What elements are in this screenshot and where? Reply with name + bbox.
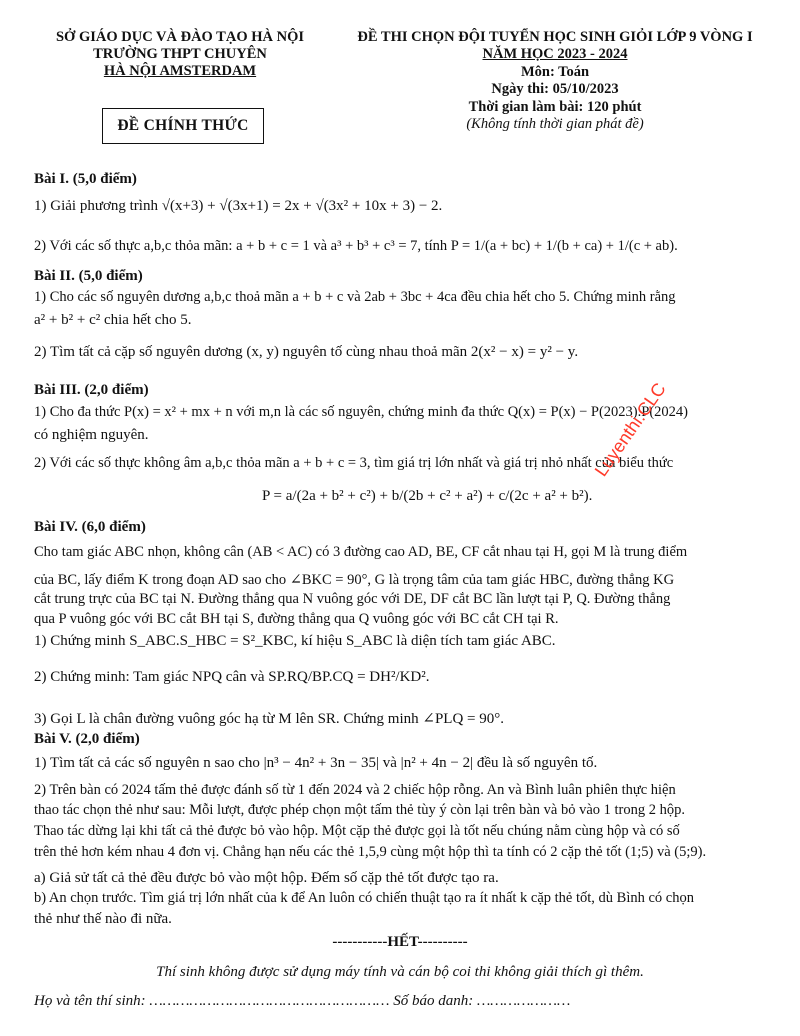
section-4-question-1: 1) Chứng minh S_ABC.S_HBC = S²_KBC, kí hiệu S_ABC là diện tích tam giác ABC. <box>34 633 556 649</box>
section-4-para-2: của BC, lấy điểm K trong đoạn AD sao cho ∠BKC = 90°, G là trọng tâm của tam giác HBC, đường thẳng KG <box>34 572 675 588</box>
section-5-question-1: 1) Tìm tất cả các số nguyên n sao cho |n³ − 4n² + 3n − 35| và |n² + 4n − 2| đều là số nguyên tố. <box>34 755 598 771</box>
section-3-question-2: 2) Với các số thực không âm a,b,c thỏa mãn a + b + c = 3, tìm giá trị lớn nhất và giá trị nhỏ nhất của biểu thức <box>34 455 674 471</box>
section-5-part-a: a) Giả sử tất cả thẻ đều được bỏ vào một hộp. Đếm số cặp thẻ tốt được tạo ra. <box>34 870 499 886</box>
section-3-question-1b: có nghiệm nguyên. <box>34 427 149 443</box>
watermark: Luyenthi.CLC <box>590 379 670 481</box>
section-2-question-1a: 1) Cho các số nguyên dương a,b,c thoả mãn a + b + c và 2ab + 3bc + 4ca đều chia hết cho 5. Chứng minh rằng <box>34 289 676 305</box>
official-stamp <box>102 108 264 144</box>
school-name-line1: TRƯỜNG THPT CHUYÊN <box>93 46 267 62</box>
section-4-para-1: Cho tam giác ABC nhọn, không cân (AB < AC) có 3 đường cao AD, BE, CF cắt nhau tại H, gọi M là trung điểm <box>34 544 688 560</box>
section-3-formula: P = a/(2a + b² + c²) + b/(2b + c² + a²) + c/(2c + a² + b²). <box>262 488 593 504</box>
exam-date: Ngày thi: 05/10/2023 <box>491 81 619 97</box>
section-5-part-b1: b) An chọn trước. Tìm giá trị lớn nhất của k để An luôn có chiến thuật tạo ra ít nhất k cặp thẻ tốt, dù Bình có chọn <box>34 890 694 906</box>
exam-year-text: NĂM HỌC 2023 - 2024 <box>482 46 628 62</box>
school-name-text: HÀ NỘI AMSTERDAM <box>103 63 257 79</box>
section-4-question-3: 3) Gọi L là chân đường vuông góc hạ từ M lên SR. Chứng minh ∠PLQ = 90°. <box>34 711 505 727</box>
section-3-question-1a: 1) Cho đa thức P(x) = x² + mx + n với m,n là các số nguyên, chứng minh đa thức Q(x) = P(x) − P(2023).P(2024) <box>34 404 688 420</box>
section-5-question-2c: Thao tác dừng lại khi tất cả thẻ được bỏ vào hộp. Một cặp thẻ được gọi là tốt nếu chúng nằm cùng hộp và có số <box>34 823 680 839</box>
exam-subject: Môn: Toán <box>520 64 590 80</box>
section-2-question-1b: a² + b² + c² chia hết cho 5. <box>34 312 192 328</box>
section-4-title: Bài IV. (6,0 điểm) <box>34 519 146 535</box>
candidate-info: Họ và tên thí sinh: ……………………………………………… Số báo danh: ………………… <box>34 993 571 1009</box>
section-4-para-3: cắt trung trực của BC tại N. Đường thẳng qua N vuông góc với DE, DF cắt BC lần lượt tại P, Q. Đường thẳng <box>34 591 671 607</box>
section-5-question-2a: 2) Trên bàn có 2024 tấm thẻ được đánh số từ 1 đến 2024 và 2 chiếc hộp rỗng. An và Bình luân phiên thực hiện <box>34 782 676 798</box>
exam-duration: Thời gian làm bài: 120 phút <box>468 99 642 115</box>
section-2-question-2: 2) Tìm tất cả cặp số nguyên dương (x, y) nguyên tố cùng nhau thoả mãn 2(x² − x) = y² − y. <box>34 344 579 360</box>
section-2-title: Bài II. (5,0 điểm) <box>34 268 143 284</box>
exam-duration-note: (Không tính thời gian phát đề) <box>466 116 644 132</box>
section-1-question-1: 1) Giải phương trình √(x+3) + √(3x+1) = 2x + √(3x² + 10x + 3) − 2. <box>34 198 443 214</box>
section-3-title: Bài III. (2,0 điểm) <box>34 382 149 398</box>
end-marker: -----------HẾT---------- <box>332 934 468 950</box>
section-4-question-2: 2) Chứng minh: Tam giác NPQ cân và SP.RQ/BP.CQ = DH²/KD². <box>34 669 430 685</box>
section-1-question-2: 2) Với các số thực a,b,c thỏa mãn: a + b + c = 1 và a³ + b³ + c³ = 7, tính P = 1/(a + bc) + 1/(b + ca) + 1/(c + ab). <box>34 238 678 254</box>
exam-year <box>330 45 780 64</box>
footer-note: Thí sinh không được sử dụng máy tính và cán bộ coi thi không giải thích gì thêm. <box>156 964 644 980</box>
school-name-line2 <box>40 62 320 81</box>
dept-name: SỞ GIÁO DỤC VÀ ĐÀO TẠO HÀ NỘI <box>55 29 304 45</box>
section-5-question-2b: thao tác chọn thẻ như sau: Mỗi lượt, được phép chọn một tấm thẻ tùy ý còn lại trên bàn và bỏ vào 1 trong 2 hộp. <box>34 802 685 818</box>
official-label: ĐỀ CHÍNH THỨC <box>117 116 249 134</box>
section-5-question-2d: trên thẻ hơn kém nhau 4 đơn vị. Chẳng hạn nếu các thẻ 1,5,9 cùng một hộp thì ta tính có 2 cặp thẻ tốt (1;5) và (5;9). <box>34 844 707 860</box>
exam-title: ĐỀ THI CHỌN ĐỘI TUYỂN HỌC SINH GIỎI LỚP 9 VÒNG I <box>357 29 753 45</box>
section-5-part-b2: thẻ như thế nào đi nữa. <box>34 911 172 927</box>
section-5-title: Bài V. (2,0 điểm) <box>34 731 140 747</box>
section-4-para-4: qua P vuông góc với BC cắt BH tại S, đường thẳng qua Q vuông góc với BC cắt CH tại R. <box>34 611 559 627</box>
section-1-title: Bài I. (5,0 điểm) <box>34 171 137 187</box>
